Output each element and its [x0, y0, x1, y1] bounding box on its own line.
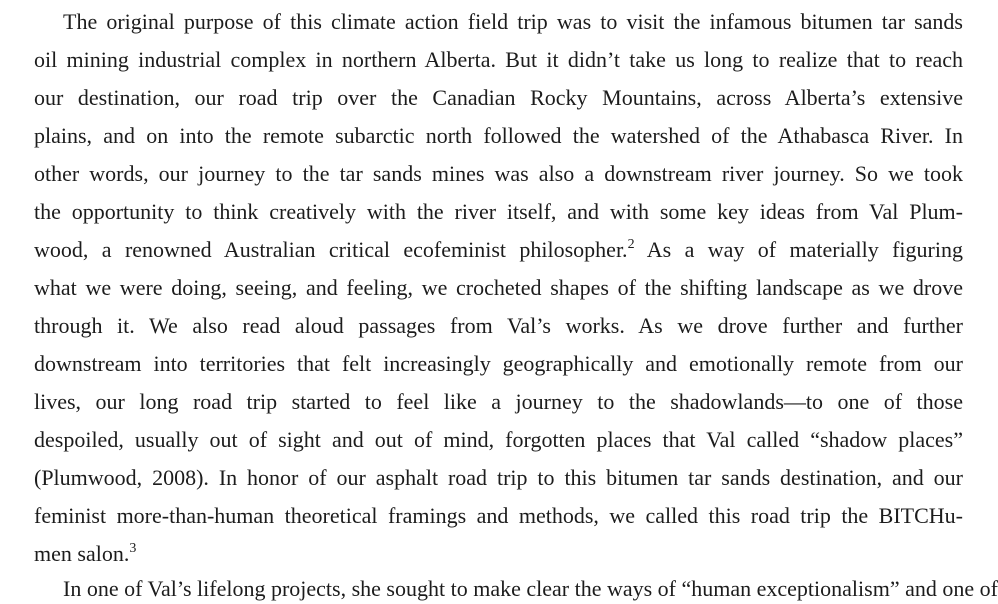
- paragraph-line-11: lives, our long road trip started to feel like a journey to the shadowlands—to one of those: [34, 389, 963, 414]
- paragraph-line-5: other words, our journey to the tar sands mines was also a downstream river journey. So we took: [34, 161, 963, 186]
- paragraph-line-13: (Plumwood, 2008). In honor of our asphalt road trip to this bitumen tar sands destination, and our: [34, 465, 963, 490]
- paragraph-line-9: through it. We also read aloud passages from Val’s works. As we drove further and further: [34, 313, 963, 338]
- line-7-text-b: As a way of materially figuring: [646, 237, 963, 262]
- paragraph-line-1: The original purpose of this climate action field trip was to visit the infamous bitumen tar sands: [63, 9, 963, 34]
- partial-next-paragraph-line: In one of Val’s lifelong projects, she sought to make clear the ways of “human exceptionalism” and one of: [63, 576, 998, 601]
- paragraph-line-7: [34, 235, 963, 265]
- paragraph-line-12: despoiled, usually out of sight and out of mind, forgotten places that Val called “shadow places”: [34, 427, 963, 452]
- paragraph-line-2: oil mining industrial complex in northern Alberta. But it didn’t take us long to realize that to reach: [34, 47, 963, 72]
- line-7-text-a: wood, a renowned Australian critical ecofeminist philosopher.: [34, 237, 628, 262]
- paragraph-line-6: the opportunity to think creatively with the river itself, and with some key ideas from Val Plum-: [34, 199, 963, 224]
- paragraph-line-15: [34, 539, 963, 569]
- paragraph-line-10: downstream into territories that felt increasingly geographically and emotionally remote from our: [34, 351, 963, 376]
- footnote-marker-2: 2: [627, 237, 635, 252]
- paragraph-line-8: what we were doing, seeing, and feeling, we crocheted shapes of the shifting landscape as we drove: [34, 275, 963, 300]
- paragraph-line-4: plains, and on into the remote subarctic north followed the watershed of the Athabasca River. In: [34, 123, 963, 148]
- paragraph-line-3: our destination, our road trip over the Canadian Rocky Mountains, across Alberta’s extensive: [34, 85, 963, 110]
- paragraph-line-14: feminist more-than-human theoretical framings and methods, we called this road trip the BITCHu-: [34, 503, 963, 528]
- line-15-text: men salon.: [34, 541, 130, 566]
- footnote-marker-3: 3: [129, 541, 137, 556]
